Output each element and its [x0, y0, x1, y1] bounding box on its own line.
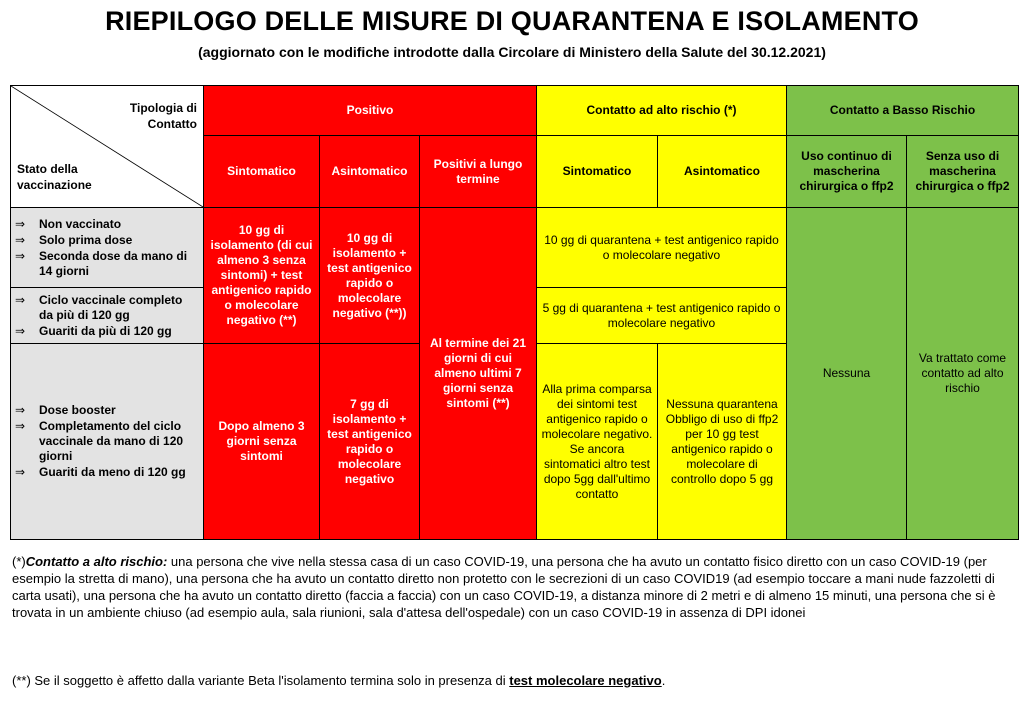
cell-row3-alto-asintomatico: Nessuna quarantena Obbligo di uso di ffp2 per 10 gg test antigenico rapido o molecolare di controllo dopo 5 gg — [658, 344, 787, 540]
arrow-icon: ⇒ — [15, 248, 26, 263]
header-positivo: Positivo — [204, 86, 537, 136]
corner-header-cell — [11, 86, 204, 208]
cell-row3-pos-asintomatico: 7 gg di isolamento + test antigenico rapido o molecolare negativo — [320, 344, 420, 540]
list-item: ⇒ Dose booster — [15, 403, 116, 417]
list-item: ⇒ Seconda dose da mano di 14 giorni — [15, 248, 188, 278]
footnote-beta-variant: (**) Se il soggetto è affetto dalla variante Beta l'isolamento termina solo in presenza di test molecolare negativo. — [12, 673, 666, 688]
arrow-icon: ⇒ — [15, 323, 26, 338]
arrow-icon: ⇒ — [15, 216, 26, 231]
header-basso-rischio: Contatto a Basso Rischio — [787, 86, 1019, 136]
footnote-high-risk: (*)Contatto a alto rischio: una persona che vive nella stessa casa di un caso COVID-19, una persona che ha avuto un contatto fisico diretto con un caso COVID-19 (per esempio la stretta di mano), una persona che ha avuto un contatto diretto non protetto con le secrezioni di un caso COVID19 (ad esempio toccare a mani nude fazzoletti di carta usati), una persona che ha avuto un contatto diretto (faccia a faccia) con un caso COVID-19, a distanza minore di 2 metri e di almeno 15 minuti, una persona che si è trovata in un ambiente chiuso (ad esempio aula, sala riunioni, sala d'attesa dell'ospedale) con un caso COVID-19 in assenza di DPI idonei — [12, 554, 996, 620]
cell-row1-pos-sintomatico: 10 gg di isolamento (di cui almeno 3 senza sintomi) + test antigenico rapido o molecolare negativo (**) — [204, 208, 320, 344]
cell-basso-mascherina: Nessuna — [787, 208, 907, 540]
list-item: ⇒ Non vaccinato — [15, 216, 122, 231]
cell-row3-pos-sintomatico: Dopo almeno 3 giorni senza sintomi — [204, 344, 320, 540]
contact-type-label: Tipologia di Contatto — [129, 101, 197, 131]
cell-row1-pos-asintomatico: 10 gg di isolamento + test antigenico rapido o molecolare negativo (**)) — [320, 208, 420, 344]
measures-table — [10, 85, 1019, 540]
subheader-pos-sintomatico: Sintomatico — [204, 136, 320, 208]
cell-row3-alto-sintomatico: Alla prima comparsa dei sintomi test antigenico rapido o molecolare negativo. Se ancora sintomatici altro test dopo 5gg dall'ultimo contatto — [537, 344, 658, 540]
page-title: RIEPILOGO DELLE MISURE DI QUARANTENA E ISOLAMENTO — [105, 6, 919, 36]
footnote-high-risk-label: Contatto a alto rischio: — [25, 554, 168, 569]
page-subtitle: (aggiornato con le modifiche introdotte dalla Circolare di Ministero della Salute del 30.12.2021) — [198, 44, 826, 60]
arrow-icon: ⇒ — [15, 292, 26, 307]
list-item: ⇒ Solo prima dose — [15, 232, 133, 247]
cell-row2-alto-rischio: 5 gg di quarantena + test antigenico rapido o molecolare negativo — [537, 288, 787, 344]
subheader-basso-senza: Senza uso di mascherina chirurgica o ffp2 — [907, 136, 1019, 208]
arrow-icon: ⇒ — [15, 465, 26, 479]
row3-vaccination-status — [11, 344, 204, 540]
arrow-icon: ⇒ — [15, 403, 26, 417]
arrow-icon: ⇒ — [15, 232, 26, 247]
list-item: ⇒ Guariti da più di 120 gg — [15, 323, 172, 338]
header-alto-rischio: Contatto ad alto rischio (*) — [537, 86, 787, 136]
subheader-pos-asintomatico: Asintomatico — [320, 136, 420, 208]
cell-pos-lungo-termine: Al termine dei 21 giorni di cui almeno ultimi 7 giorni senza sintomi (**) — [420, 208, 537, 540]
cell-basso-senza: Va trattato come contatto ad alto rischio — [907, 208, 1019, 540]
footnote-emphasis: test molecolare negativo — [509, 673, 662, 688]
cell-row1-alto-rischio: 10 gg di quarantena + test antigenico rapido o molecolare negativo — [537, 208, 787, 288]
list-item: ⇒ Ciclo vaccinale completo da più di 120 gg — [15, 292, 183, 322]
row2-vaccination-status — [11, 288, 204, 344]
subheader-basso-mascherina: Uso continuo di mascherina chirurgica o ffp2 — [787, 136, 907, 208]
row1-vaccination-status — [11, 208, 204, 288]
list-item: ⇒ Completamento del ciclo vaccinale da mano di 120 giorni — [15, 419, 184, 463]
vaccination-status-label: Stato della vaccinazione — [17, 162, 92, 192]
subheader-alto-sintomatico: Sintomatico — [537, 136, 658, 208]
subheader-alto-asintomatico: Asintomatico — [658, 136, 787, 208]
list-item: ⇒ Guariti da meno di 120 gg — [15, 465, 186, 479]
subheader-pos-lungo-termine: Positivi a lungo termine — [420, 136, 537, 208]
arrow-icon: ⇒ — [15, 419, 26, 433]
